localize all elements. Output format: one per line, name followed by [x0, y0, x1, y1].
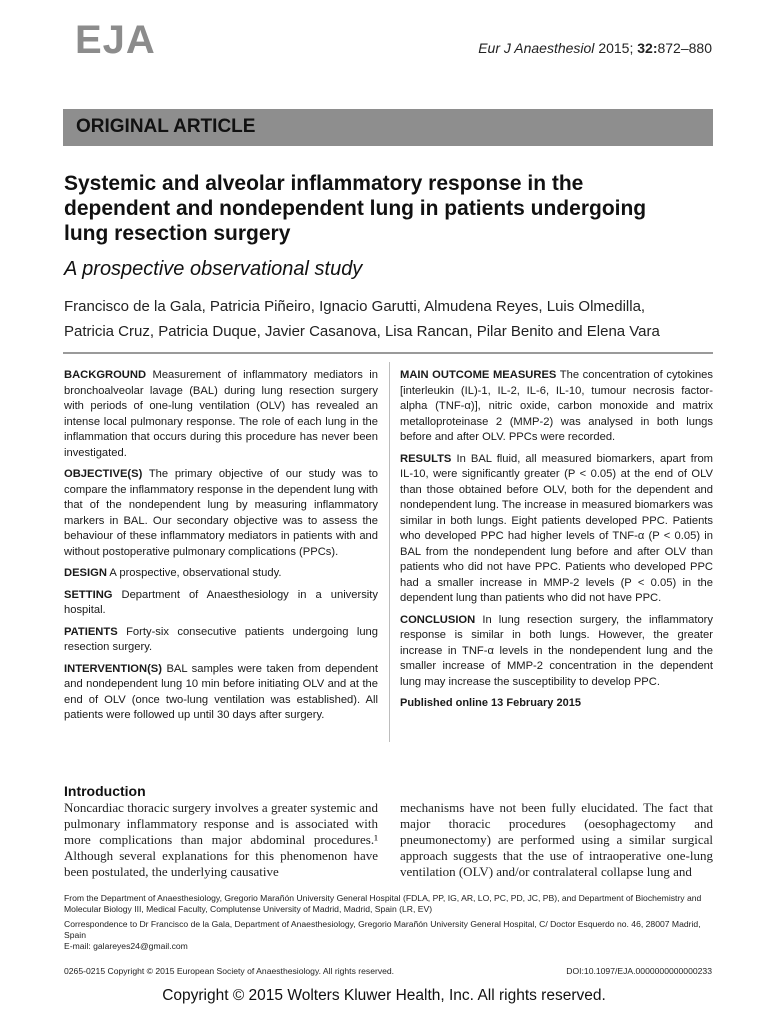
abstract-section: [64, 368, 378, 461]
abstract-right-column: [400, 368, 713, 718]
author-list: [64, 294, 714, 344]
abstract-section: [400, 613, 713, 691]
header-divider: [63, 352, 713, 354]
citation-volume: 32:: [637, 40, 658, 56]
abstract-left-column: [64, 368, 378, 730]
section-text: The concentration of cytokines [interleukin (IL)-1, IL-2, IL-6, IL-10, tumour necrosis factor-alpha (TNF-α)], nitric oxide, carbon monoxide and matrix metalloproteinase 2 (MMP-2) was analysed in both lungs before and after OLV. PPCs were recorded.: [400, 369, 713, 443]
article-subtitle: A prospective observational study: [64, 258, 363, 280]
abstract-section: [64, 662, 378, 724]
citation-pages: 872–880: [657, 40, 712, 56]
section-text: Department of Anaesthesiology in a university hospital.: [64, 588, 378, 616]
citation: [478, 40, 712, 56]
citation-journal: Eur J Anaesthesiol: [478, 40, 595, 56]
section-text: The primary objective of our study was to compare the inflammatory response in the dependent lung with that of the nondependent lung by measuring inflammatory markers in BAL. Our secondary objective was to assess the behaviour of these inflammatory mediators in patients with and without postoperative pulmonary complications (PPCs).: [64, 468, 378, 558]
abstract-section: [64, 625, 378, 656]
article-type-label: ORIGINAL ARTICLE: [76, 116, 256, 137]
introduction-text-left: Noncardiac thoracic surgery involves a greater systemic and pulmonary inflammatory response and is associated with more complications than major abdominal procedures.¹ Although several explanations for this phenomenon have been postulated, the underlying causative: [64, 800, 378, 879]
section-text: In BAL fluid, all measured biomarkers, apart from IL-10, were significantly greater (P < 0.05) at the end of OLV than those obtained before OLV, both for the dependent and nondependent lung. The increase in measured biomarkers was similar in both lungs. Eight patients developed PPC. Patients who developed PPC had higher levels of TNF-α (P < 0.05) in BAL from the nondependent lung before and after OLV than patients who did not have PPC. Patients who developed PPC had a smaller increase in MMP-2 levels (P < 0.05) in the dependent lung than patients who did not have PPC.: [400, 452, 713, 604]
section-heading: CONCLUSION: [400, 613, 476, 626]
section-text: Measurement of inflammatory mediators in bronchoalveolar lavage (BAL) during lung resection surgery with periods of one-lung ventilation (OLV) has revealed an intense local pulmonary response. The role of each lung in the inflammation that occurs during this procedure has never been investigated.: [64, 369, 378, 459]
section-text: A prospective, observational study.: [106, 567, 282, 579]
affiliation-from: From the Department of Anaesthesiology, Gregorio Marañón University General Hospital (FDLA, PP, IG, AR, LO, PC, PD, JC, PB), and Department of Biochemistry and Molecular Biology III, Medical Faculty, Complutense University of Madrid, Madrid, Spain (LR, EV): [64, 893, 702, 914]
email-link[interactable]: E-mail: galareyes24@gmail.com: [64, 941, 188, 951]
section-heading: OBJECTIVE(S): [64, 468, 143, 480]
abstract-section: [400, 452, 713, 607]
issn-copyright: 0265-0215 Copyright © 2015 European Society of Anaesthesiology. All rights reserved.: [64, 966, 395, 976]
article-title: Systemic and alveolar inflammatory response in the dependent and nondependent lung in patients undergoing lung resection surgery: [64, 172, 647, 245]
affiliations: [64, 893, 714, 956]
section-heading: PATIENTS: [64, 625, 118, 638]
abstract-section: [64, 588, 378, 619]
section-heading: DESIGN: [64, 567, 107, 579]
publisher-copyright: Copyright © 2015 Wolters Kluwer Health, Inc. All rights reserved.: [162, 987, 606, 1004]
introduction-heading: Introduction: [64, 783, 146, 799]
section-heading: MAIN OUTCOME MEASURES: [400, 369, 557, 381]
authors-line-2: Patricia Cruz, Patricia Duque, Javier Casanova, Lisa Rancan, Pilar Benito and Elena Vara: [64, 323, 660, 340]
section-text: Forty-six consecutive patients undergoing lung resection surgery.: [64, 625, 378, 653]
section-heading: BACKGROUND: [64, 369, 147, 381]
authors-line-1: Francisco de la Gala, Patricia Piñeiro, Ignacio Garutti, Almudena Reyes, Luis Olmedilla,: [64, 298, 646, 315]
section-heading: SETTING: [64, 588, 113, 601]
section-heading: INTERVENTION(S): [64, 662, 162, 675]
section-heading: RESULTS: [400, 452, 452, 465]
journal-logo: EJA: [75, 18, 156, 62]
citation-year: 2015;: [598, 40, 634, 56]
section-text: In lung resection surgery, the inflammatory response is similar in both lungs. However, the greater increase in TNF-α levels in the nondependent lung and the smaller increase of MMP-2 concentration in the dependent lung may increase the susceptibility to develop PPC.: [400, 613, 713, 688]
article-type-banner: [63, 109, 713, 146]
abstract-section: [64, 566, 378, 582]
abstract-section: [64, 467, 378, 560]
introduction-text-right: mechanisms have not been fully elucidated. The fact that major thoracic procedures (oesophagectomy and pneumonectomy) are performed using a similar surgical approach suggests that the use of intraoperative one-lung ventilation (OLV) and/or contralateral collapse lung and: [400, 800, 713, 879]
published-date: Published online 13 February 2015: [400, 697, 581, 709]
abstract-section: [400, 368, 713, 446]
doi-link[interactable]: DOI:10.1097/EJA.0000000000000233: [566, 966, 712, 976]
section-text: BAL samples were taken from dependent and nondependent lung 10 min before initiating OLV and at the end of OLV (once two-lung ventilation was established). All patients were followed up until 30 days after surgery.: [64, 662, 378, 721]
column-divider: [389, 362, 390, 742]
correspondence: Correspondence to Dr Francisco de la Gala, Department of Anaesthesiology, Gregorio Marañón University General Hospital, C/ Doctor Esquerdo no. 46, 28007 Madrid, Spain: [64, 919, 701, 940]
